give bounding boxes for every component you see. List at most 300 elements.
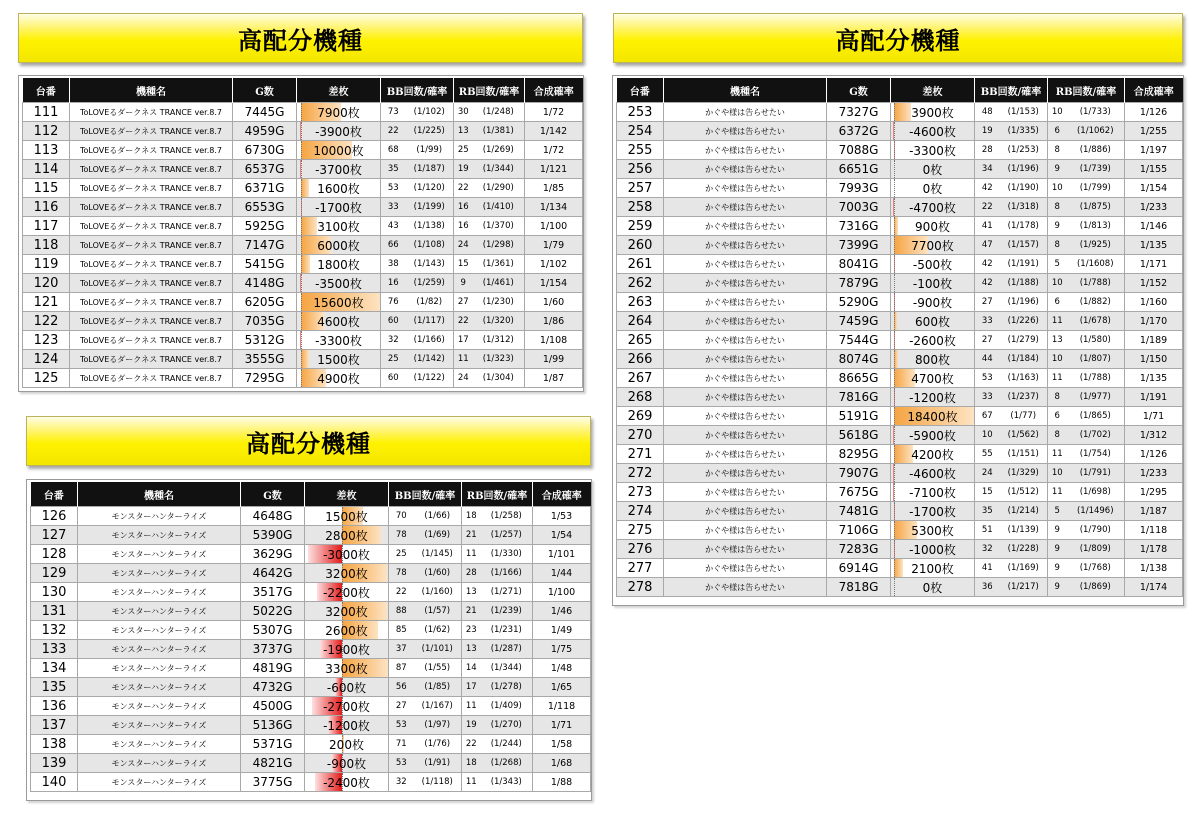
bb-rate-cell: (1/55): [414, 659, 462, 678]
bb-count-cell: 35: [381, 160, 406, 179]
dai-cell: 122: [23, 312, 70, 331]
machine-name-cell: ToLOVEるダークネス TRANCE ver.8.7: [70, 141, 233, 160]
machine-name-cell: ToLOVEるダークネス TRANCE ver.8.7: [70, 179, 233, 198]
machine-name-cell: かぐや様は告らせたい: [664, 483, 827, 502]
header-row: [617, 78, 1183, 103]
rb-count-cell: 21: [462, 602, 481, 621]
games-cell: 6651G: [827, 160, 891, 179]
combined-rate-cell: 1/101: [533, 545, 591, 564]
bb-rate-cell: (1/217): [1000, 578, 1048, 597]
rb-rate-cell: (1/733): [1067, 103, 1125, 122]
header-machine: 機種名: [78, 482, 241, 507]
diff-cell: [891, 578, 975, 597]
bb-rate-cell: (1/82): [406, 293, 454, 312]
header-combined: 合成確率: [1125, 78, 1183, 103]
section-title: 高配分機種: [238, 26, 363, 55]
diff-cell: [891, 312, 975, 331]
diff-cell: [297, 350, 381, 369]
diff-value: -2200枚: [323, 585, 370, 600]
combined-rate-cell: 1/102: [525, 255, 583, 274]
games-cell: 6553G: [233, 198, 297, 217]
rb-count-cell: 21: [462, 526, 481, 545]
bb-rate-cell: (1/199): [406, 198, 454, 217]
rb-count-cell: 13: [1048, 331, 1067, 350]
machine-name-cell: かぐや様は告らせたい: [664, 198, 827, 217]
rb-rate-cell: (1/323): [473, 350, 525, 369]
bb-count-cell: 32: [381, 331, 406, 350]
games-cell: 5307G: [241, 621, 305, 640]
machine-name-cell: かぐや様は告らせたい: [664, 141, 827, 160]
machine-name-cell: かぐや様は告らせたい: [664, 464, 827, 483]
combined-rate-cell: 1/154: [525, 274, 583, 293]
table-row: [31, 602, 591, 621]
table-row: [617, 578, 1183, 597]
bb-count-cell: 87: [389, 659, 414, 678]
table-row: [617, 122, 1183, 141]
games-cell: 4642G: [241, 564, 305, 583]
bb-count-cell: 22: [975, 198, 1000, 217]
machine-name-cell: かぐや様は告らせたい: [664, 293, 827, 312]
bb-count-cell: 53: [975, 369, 1000, 388]
bb-rate-cell: (1/60): [414, 564, 462, 583]
rb-rate-cell: (1/239): [481, 602, 533, 621]
rb-count-cell: 16: [454, 217, 473, 236]
diff-value: 0枚: [922, 580, 943, 595]
machine-name-cell: かぐや様は告らせたい: [664, 179, 827, 198]
combined-rate-cell: 1/71: [1125, 407, 1183, 426]
machine-name-cell: かぐや様は告らせたい: [664, 407, 827, 426]
games-cell: 3737G: [241, 640, 305, 659]
rb-count-cell: 24: [454, 369, 473, 388]
diff-cell: [891, 198, 975, 217]
header-dai: 台番: [31, 482, 78, 507]
rb-rate-cell: (1/1062): [1067, 122, 1125, 141]
combined-rate-cell: 1/150: [1125, 350, 1183, 369]
games-cell: 7544G: [827, 331, 891, 350]
rb-count-cell: 5: [1048, 255, 1067, 274]
combined-rate-cell: 1/71: [533, 716, 591, 735]
bb-rate-cell: (1/178): [1000, 217, 1048, 236]
diff-axis: [301, 179, 302, 197]
dai-cell: 268: [617, 388, 664, 407]
table-row: [23, 198, 583, 217]
dai-cell: 119: [23, 255, 70, 274]
diff-value: -4600枚: [909, 124, 956, 139]
bb-count-cell: 70: [389, 507, 414, 526]
header-machine: 機種名: [664, 78, 827, 103]
combined-rate-cell: 1/155: [1125, 160, 1183, 179]
bb-count-cell: 25: [381, 350, 406, 369]
dai-cell: 275: [617, 521, 664, 540]
diff-cell: [891, 141, 975, 160]
header-combined: 合成確率: [525, 78, 583, 103]
dai-cell: 253: [617, 103, 664, 122]
rb-count-cell: 10: [1048, 464, 1067, 483]
bb-count-cell: 22: [389, 583, 414, 602]
dai-cell: 256: [617, 160, 664, 179]
table-row: [23, 103, 583, 122]
rb-count-cell: 18: [462, 754, 481, 773]
section-title: 高配分機種: [246, 429, 371, 458]
combined-rate-cell: 1/100: [533, 583, 591, 602]
bb-count-cell: 53: [389, 716, 414, 735]
rb-count-cell: 8: [1048, 388, 1067, 407]
rb-rate-cell: (1/865): [1067, 407, 1125, 426]
bb-count-cell: 66: [381, 236, 406, 255]
machine-name-cell: モンスターハンターライズ: [78, 659, 241, 678]
combined-rate-cell: 1/46: [533, 602, 591, 621]
diff-cell: [297, 312, 381, 331]
games-cell: 3775G: [241, 773, 305, 792]
diff-axis: [894, 350, 895, 368]
header-rb: RB回数/確率: [454, 78, 525, 103]
games-cell: 6914G: [827, 559, 891, 578]
table-row: [31, 716, 591, 735]
table-row: [617, 369, 1183, 388]
diff-cell: [305, 754, 389, 773]
bb-count-cell: 42: [975, 179, 1000, 198]
games-cell: 5312G: [233, 331, 297, 350]
diff-axis: [894, 578, 895, 596]
diff-cell: [297, 236, 381, 255]
diff-value: 4700枚: [911, 371, 954, 386]
combined-rate-cell: 1/65: [533, 678, 591, 697]
dai-cell: 118: [23, 236, 70, 255]
table-row: [31, 526, 591, 545]
dai-cell: 278: [617, 578, 664, 597]
rb-count-cell: 6: [1048, 407, 1067, 426]
games-cell: 7879G: [827, 274, 891, 293]
machine-name-cell: かぐや様は告らせたい: [664, 236, 827, 255]
diff-axis: [301, 331, 302, 349]
diff-cell: [891, 103, 975, 122]
diff-cell: [297, 255, 381, 274]
rb-count-cell: 5: [1048, 502, 1067, 521]
dai-cell: 126: [31, 507, 78, 526]
games-cell: 6537G: [233, 160, 297, 179]
dai-cell: 130: [31, 583, 78, 602]
bb-rate-cell: (1/225): [406, 122, 454, 141]
diff-axis: [301, 141, 302, 159]
rb-count-cell: 13: [454, 122, 473, 141]
table-row: [617, 521, 1183, 540]
diff-value: -2700枚: [323, 699, 370, 714]
header-dai: 台番: [23, 78, 70, 103]
diff-cell: [297, 293, 381, 312]
machine-name-cell: かぐや様は告らせたい: [664, 274, 827, 293]
games-cell: 7316G: [827, 217, 891, 236]
bb-rate-cell: (1/77): [1000, 407, 1048, 426]
dai-cell: 274: [617, 502, 664, 521]
combined-rate-cell: 1/255: [1125, 122, 1183, 141]
bb-rate-cell: (1/318): [1000, 198, 1048, 217]
rb-rate-cell: (1/791): [1067, 464, 1125, 483]
dai-cell: 276: [617, 540, 664, 559]
table-row: [617, 350, 1183, 369]
rb-count-cell: 27: [454, 293, 473, 312]
combined-rate-cell: 1/44: [533, 564, 591, 583]
rb-count-cell: 25: [454, 141, 473, 160]
rb-rate-cell: (1/248): [473, 103, 525, 122]
machine-name-cell: かぐや様は告らせたい: [664, 540, 827, 559]
table-row: [23, 369, 583, 388]
rb-count-cell: 30: [454, 103, 473, 122]
rb-rate-cell: (1/807): [1067, 350, 1125, 369]
diff-cell: [305, 583, 389, 602]
machine-name-cell: ToLOVEるダークネス TRANCE ver.8.7: [70, 350, 233, 369]
rb-rate-cell: (1/361): [473, 255, 525, 274]
table-row: [31, 659, 591, 678]
section-banner-2: [26, 416, 591, 466]
diff-axis: [894, 179, 895, 197]
machine-name-cell: かぐや様は告らせたい: [664, 369, 827, 388]
diff-value: -3300枚: [909, 143, 956, 158]
diff-value: 3100枚: [317, 219, 360, 234]
rb-rate-cell: (1/244): [481, 735, 533, 754]
machine-name-cell: モンスターハンターライズ: [78, 716, 241, 735]
dai-cell: 135: [31, 678, 78, 697]
machine-table-3: [616, 78, 1183, 597]
diff-value: 2600枚: [325, 623, 368, 638]
bb-rate-cell: (1/57): [414, 602, 462, 621]
machine-name-cell: ToLOVEるダークネス TRANCE ver.8.7: [70, 255, 233, 274]
rb-count-cell: 28: [462, 564, 481, 583]
diff-cell: [891, 388, 975, 407]
diff-axis: [894, 160, 895, 178]
diff-cell: [305, 545, 389, 564]
diff-value: -500枚: [912, 257, 953, 272]
bb-count-cell: 15: [975, 483, 1000, 502]
machine-name-cell: モンスターハンターライズ: [78, 602, 241, 621]
machine-name-cell: かぐや様は告らせたい: [664, 103, 827, 122]
rb-count-cell: 14: [462, 659, 481, 678]
games-cell: 7459G: [827, 312, 891, 331]
bb-rate-cell: (1/163): [1000, 369, 1048, 388]
games-cell: 8295G: [827, 445, 891, 464]
rb-count-cell: 10: [1048, 179, 1067, 198]
rb-rate-cell: (1/278): [481, 678, 533, 697]
dai-cell: 272: [617, 464, 664, 483]
rb-count-cell: 19: [454, 160, 473, 179]
rb-count-cell: 11: [462, 697, 481, 716]
combined-rate-cell: 1/53: [533, 507, 591, 526]
dai-cell: 129: [31, 564, 78, 583]
diff-cell: [297, 198, 381, 217]
bb-count-cell: 27: [975, 331, 1000, 350]
machine-name-cell: かぐや様は告らせたい: [664, 388, 827, 407]
combined-rate-cell: 1/135: [1125, 236, 1183, 255]
combined-rate-cell: 1/189: [1125, 331, 1183, 350]
diff-value: 6000枚: [317, 238, 360, 253]
rb-rate-cell: (1/869): [1067, 578, 1125, 597]
combined-rate-cell: 1/187: [1125, 502, 1183, 521]
rb-count-cell: 11: [462, 773, 481, 792]
dai-cell: 140: [31, 773, 78, 792]
diff-bar-positive: [894, 103, 911, 121]
combined-rate-cell: 1/191: [1125, 388, 1183, 407]
diff-axis: [301, 369, 302, 387]
diff-value: 1800枚: [317, 257, 360, 272]
combined-rate-cell: 1/233: [1125, 198, 1183, 217]
diff-axis: [894, 198, 895, 216]
bb-count-cell: 32: [389, 773, 414, 792]
diff-axis: [894, 540, 895, 558]
machine-name-cell: ToLOVEるダークネス TRANCE ver.8.7: [70, 217, 233, 236]
bb-count-cell: 27: [389, 697, 414, 716]
games-cell: 4648G: [241, 507, 305, 526]
games-cell: 8074G: [827, 350, 891, 369]
bb-rate-cell: (1/191): [1000, 255, 1048, 274]
dai-cell: 255: [617, 141, 664, 160]
diff-value: -2400枚: [323, 775, 370, 790]
table-row: [31, 583, 591, 602]
diff-axis: [894, 426, 895, 444]
combined-rate-cell: 1/79: [525, 236, 583, 255]
rb-count-cell: 17: [462, 678, 481, 697]
table-row: [23, 160, 583, 179]
diff-cell: [891, 236, 975, 255]
rb-rate-cell: (1/410): [473, 198, 525, 217]
header-diff: 差枚: [891, 78, 975, 103]
bb-rate-cell: (1/214): [1000, 502, 1048, 521]
bb-count-cell: 19: [975, 122, 1000, 141]
dai-cell: 121: [23, 293, 70, 312]
diff-bar-positive: [894, 559, 903, 577]
dai-cell: 269: [617, 407, 664, 426]
rb-count-cell: 13: [462, 640, 481, 659]
dai-cell: 263: [617, 293, 664, 312]
combined-rate-cell: 1/54: [533, 526, 591, 545]
bb-count-cell: 73: [381, 103, 406, 122]
machine-name-cell: ToLOVEるダークネス TRANCE ver.8.7: [70, 160, 233, 179]
bb-rate-cell: (1/62): [414, 621, 462, 640]
diff-axis: [894, 255, 895, 273]
machine-name-cell: ToLOVEるダークネス TRANCE ver.8.7: [70, 236, 233, 255]
machine-name-cell: ToLOVEるダークネス TRANCE ver.8.7: [70, 198, 233, 217]
diff-bar-positive: [301, 255, 310, 273]
diff-value: -1200枚: [323, 718, 370, 733]
bb-count-cell: 53: [389, 754, 414, 773]
diff-axis: [894, 103, 895, 121]
diff-axis: [894, 141, 895, 159]
dai-cell: 113: [23, 141, 70, 160]
diff-axis: [894, 559, 895, 577]
bb-rate-cell: (1/142): [406, 350, 454, 369]
bb-rate-cell: (1/190): [1000, 179, 1048, 198]
rb-rate-cell: (1/886): [1067, 141, 1125, 160]
diff-value: 600枚: [915, 314, 950, 329]
bb-rate-cell: (1/99): [406, 141, 454, 160]
diff-cell: [891, 407, 975, 426]
header-rb: RB回数/確率: [1048, 78, 1125, 103]
games-cell: 4732G: [241, 678, 305, 697]
games-cell: 7106G: [827, 521, 891, 540]
table-row: [23, 331, 583, 350]
combined-rate-cell: 1/49: [533, 621, 591, 640]
table-row: [617, 388, 1183, 407]
bb-rate-cell: (1/188): [1000, 274, 1048, 293]
diff-axis: [301, 103, 302, 121]
machine-name-cell: モンスターハンターライズ: [78, 754, 241, 773]
bb-rate-cell: (1/237): [1000, 388, 1048, 407]
table-row: [23, 312, 583, 331]
rb-rate-cell: (1/344): [473, 160, 525, 179]
rb-count-cell: 11: [454, 350, 473, 369]
table-row: [617, 274, 1183, 293]
bb-count-cell: 48: [975, 103, 1000, 122]
table-row: [31, 621, 591, 640]
rb-rate-cell: (1/258): [481, 507, 533, 526]
diff-value: -3300枚: [315, 333, 362, 348]
dai-cell: 112: [23, 122, 70, 141]
diff-cell: [305, 526, 389, 545]
diff-cell: [297, 369, 381, 388]
diff-bar-positive: [301, 179, 309, 197]
diff-cell: [891, 255, 975, 274]
table-row: [31, 697, 591, 716]
rb-rate-cell: (1/698): [1067, 483, 1125, 502]
bb-count-cell: 44: [975, 350, 1000, 369]
machine-name-cell: モンスターハンターライズ: [78, 640, 241, 659]
games-cell: 5618G: [827, 426, 891, 445]
bb-rate-cell: (1/259): [406, 274, 454, 293]
bb-count-cell: 27: [975, 293, 1000, 312]
bb-rate-cell: (1/512): [1000, 483, 1048, 502]
rb-rate-cell: (1/370): [473, 217, 525, 236]
games-cell: 5390G: [241, 526, 305, 545]
diff-value: -900枚: [912, 295, 953, 310]
table-row: [617, 103, 1183, 122]
combined-rate-cell: 1/171: [1125, 255, 1183, 274]
dai-cell: 139: [31, 754, 78, 773]
bb-count-cell: 41: [975, 559, 1000, 578]
diff-cell: [297, 160, 381, 179]
diff-cell: [891, 179, 975, 198]
diff-bar-positive: [894, 445, 912, 463]
diff-value: 4200枚: [911, 447, 954, 462]
bb-rate-cell: (1/187): [406, 160, 454, 179]
bb-count-cell: 60: [381, 369, 406, 388]
games-cell: 5415G: [233, 255, 297, 274]
diff-axis: [894, 445, 895, 463]
games-cell: 4819G: [241, 659, 305, 678]
bb-count-cell: 38: [381, 255, 406, 274]
diff-value: -1900枚: [323, 642, 370, 657]
diff-value: -2600枚: [909, 333, 956, 348]
table-row: [617, 160, 1183, 179]
bb-count-cell: 33: [975, 388, 1000, 407]
rb-count-cell: 11: [1048, 483, 1067, 502]
table-box-3: [612, 75, 1184, 606]
section-title: 高配分機種: [835, 26, 961, 55]
diff-value: 4900枚: [317, 371, 360, 386]
diff-value: 4600枚: [317, 314, 360, 329]
combined-rate-cell: 1/126: [1125, 103, 1183, 122]
bb-count-cell: 35: [975, 502, 1000, 521]
machine-name-cell: ToLOVEるダークネス TRANCE ver.8.7: [70, 312, 233, 331]
rb-rate-cell: (1/269): [473, 141, 525, 160]
bb-rate-cell: (1/108): [406, 236, 454, 255]
rb-rate-cell: (1/290): [473, 179, 525, 198]
table-row: [23, 350, 583, 369]
combined-rate-cell: 1/88: [533, 773, 591, 792]
combined-rate-cell: 1/154: [1125, 179, 1183, 198]
bb-rate-cell: (1/97): [414, 716, 462, 735]
bb-count-cell: 33: [975, 312, 1000, 331]
diff-cell: [305, 735, 389, 754]
dai-cell: 270: [617, 426, 664, 445]
games-cell: 8041G: [827, 255, 891, 274]
